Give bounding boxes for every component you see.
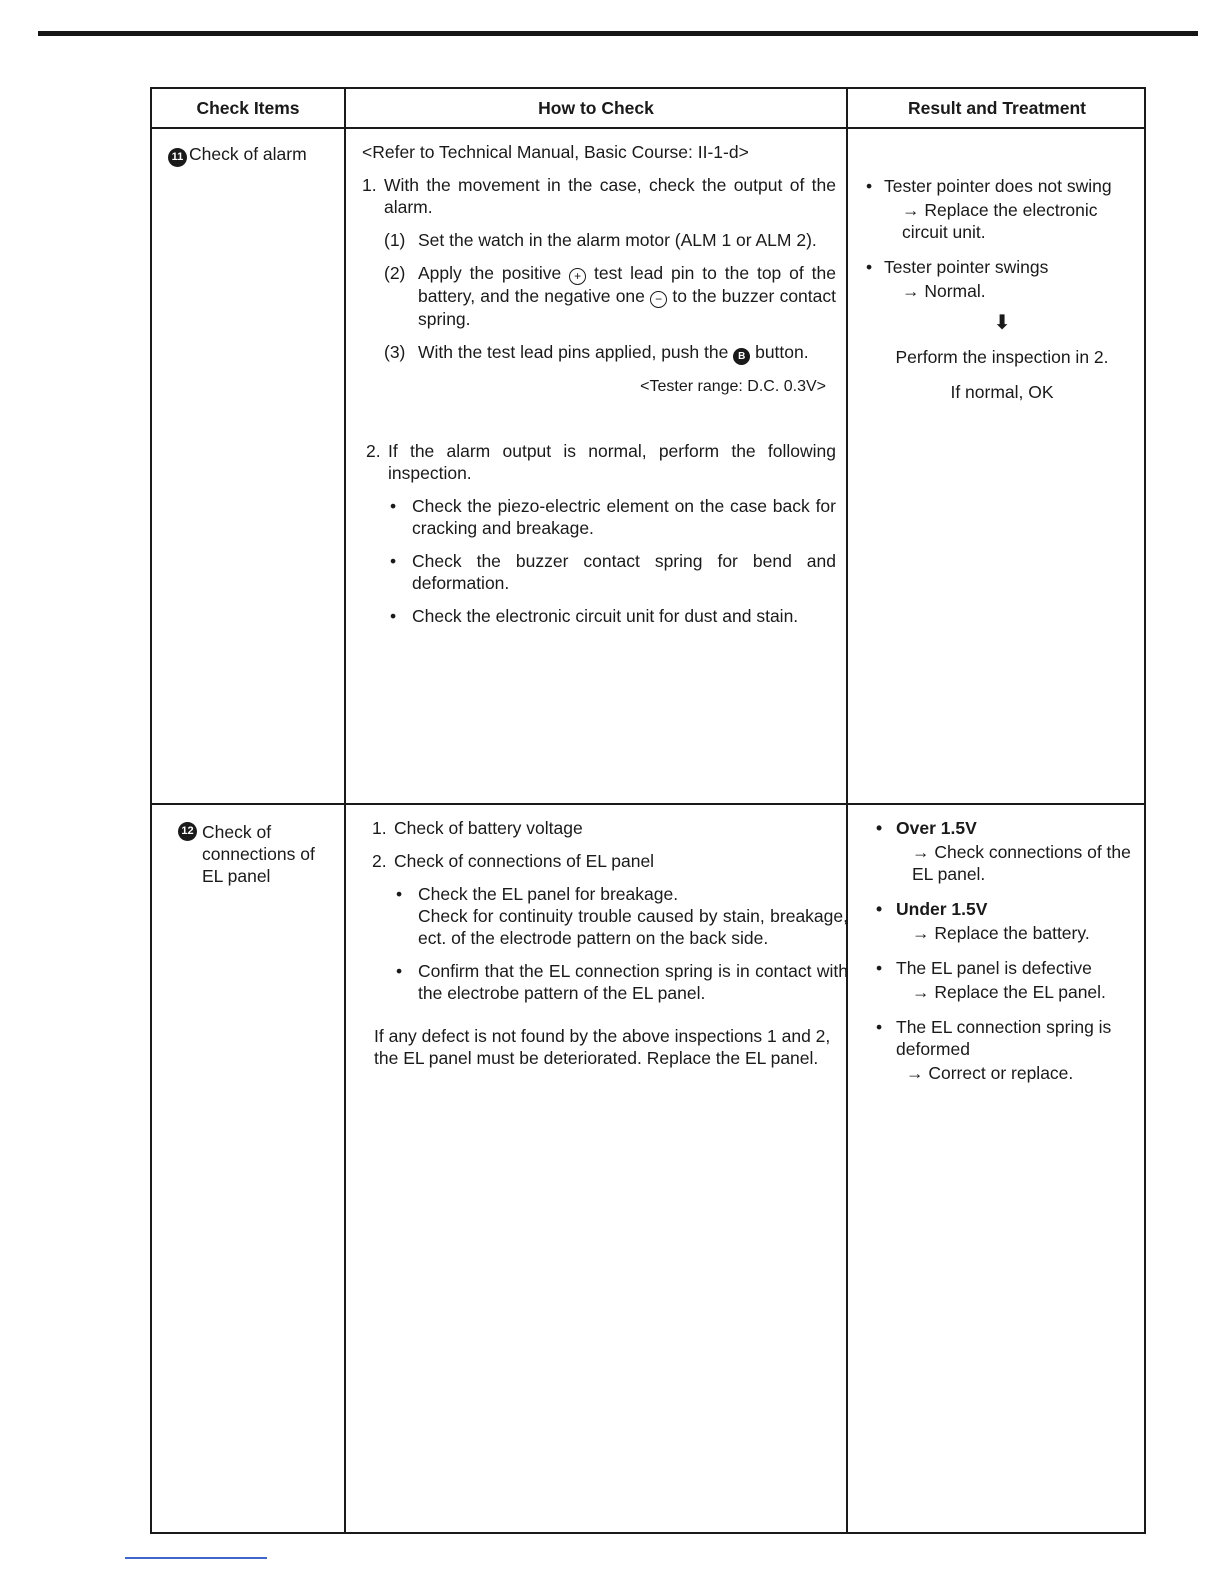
perform-note: Perform the inspection in 2. [895, 347, 1109, 367]
result-label: Over 1.5V [896, 818, 977, 838]
substep-2 [384, 262, 836, 330]
row11-check-item [168, 143, 338, 167]
result-label: The EL panel is defective [896, 958, 1092, 978]
row12-check-item [178, 821, 320, 887]
inspection-bullet [396, 883, 848, 949]
substep-3 [384, 341, 836, 365]
bullet-text: Check the buzzer contact spring for bend and deformation. [412, 551, 836, 593]
result-action: → Check connections of the EL panel. [912, 842, 1131, 884]
substep-number: (2) [384, 263, 406, 283]
substep-number: (1) [384, 230, 406, 250]
step-1 [372, 817, 848, 839]
result-item [866, 175, 1138, 197]
row12-result [876, 817, 1138, 1084]
row12-how-to-check [372, 817, 848, 1069]
result-label: Tester pointer does not swing [884, 176, 1112, 196]
result-action: → Replace the electronic circuit unit. [902, 200, 1098, 242]
bullet-icon: • [866, 176, 873, 196]
bullet-icon: • [876, 818, 883, 838]
row11-result [866, 175, 1138, 403]
column-divider [846, 89, 848, 1532]
down-arrow-icon: ⬇ [993, 312, 1011, 334]
step-number: 2. [372, 851, 387, 871]
substep-text: With the test lead pins applied, push the [418, 342, 729, 362]
step-number: 2. [366, 441, 381, 461]
b-button-icon: B [733, 348, 750, 365]
reference-note: <Refer to Technical Manual, Basic Course: II-1-d> [362, 142, 749, 162]
item-number-badge: 12 [178, 822, 197, 841]
substep-number: (3) [384, 342, 406, 362]
footer-rule [125, 1557, 267, 1559]
result-action: → Replace the EL panel. [912, 982, 1106, 1002]
substep-text: Apply the positive [418, 263, 562, 283]
result-action: → Replace the battery. [912, 923, 1090, 943]
result-action: → Correct or replace. [906, 1063, 1074, 1083]
bullet-text: Check for continuity trouble caused by stain, breakage, ect. of the electrode pattern on the back side. [418, 906, 848, 948]
result-item [876, 898, 1138, 920]
item-number-badge: 11 [168, 148, 187, 167]
inspection-table [150, 87, 1146, 1534]
item-label-wrap [178, 821, 320, 887]
bullet-icon: • [876, 899, 883, 919]
result-item [876, 957, 1138, 979]
ok-note: If normal, OK [950, 382, 1054, 402]
plus-circle-icon: + [569, 268, 586, 285]
header-result-treatment: Result and Treatment [908, 98, 1086, 118]
bullet-text: Check the piezo-electric element on the case back for cracking and breakage. [412, 496, 836, 538]
inspection-bullet [396, 960, 848, 1004]
header-check-items: Check Items [196, 98, 300, 118]
conclusion-note: If any defect is not found by the above inspections 1 and 2, the EL panel must be deteriorated. Replace the EL panel. [374, 1026, 831, 1068]
inspection-bullet [390, 605, 836, 627]
bullet-icon: • [866, 257, 873, 277]
result-label: Under 1.5V [896, 899, 988, 919]
step-2 [372, 850, 848, 872]
result-item [876, 817, 1138, 839]
bullet-text: Check the EL panel for breakage. [418, 884, 679, 904]
result-item [876, 1016, 1138, 1060]
bullet-icon: • [396, 961, 403, 981]
item-label: Check of connections of EL panel [202, 822, 315, 886]
result-label: The EL connection spring is deformed [896, 1017, 1112, 1059]
bullet-icon: • [876, 958, 883, 978]
result-action: → Normal. [902, 281, 986, 301]
minus-circle-icon: − [650, 291, 667, 308]
step-2 [366, 440, 836, 484]
inspection-bullet [390, 550, 836, 594]
substep-1 [384, 229, 836, 251]
bullet-icon: • [390, 496, 397, 516]
step-text: With the movement in the case, check the output of the alarm. [384, 175, 836, 217]
step-1 [362, 174, 836, 218]
result-label: Tester pointer swings [884, 257, 1049, 277]
result-item [866, 256, 1138, 278]
inspection-bullet [390, 495, 836, 539]
substep-text: button. [755, 342, 809, 362]
item-label: Check of alarm [189, 144, 307, 164]
header-divider [152, 127, 1144, 129]
step-number: 1. [362, 175, 377, 195]
bullet-icon: • [396, 884, 403, 904]
top-rule [38, 31, 1198, 36]
step-text: Check of battery voltage [394, 818, 583, 838]
row-divider [152, 803, 1144, 805]
bullet-icon: • [390, 606, 397, 626]
row11-how-to-check [362, 141, 836, 627]
substep-text: to the buzzer contact spring. [418, 286, 836, 329]
step-number: 1. [372, 818, 387, 838]
column-divider [344, 89, 346, 1532]
tester-range: <Tester range: D.C. 0.3V> [640, 378, 826, 395]
bullet-text: Confirm that the EL connection spring is in contact with the electrobe pattern of the EL panel. [418, 961, 848, 1003]
header-how-to-check: How to Check [538, 98, 654, 118]
substep-text: Set the watch in the alarm motor (ALM 1 or ALM 2). [418, 230, 817, 250]
step-text: Check of connections of EL panel [394, 851, 655, 871]
substep-text: test lead pin to the top of the battery, and the negative one [418, 263, 836, 306]
step-text: If the alarm output is normal, perform the following inspection. [388, 441, 836, 483]
bullet-text: Check the electronic circuit unit for dust and stain. [412, 606, 799, 626]
bullet-icon: • [876, 1017, 883, 1037]
bullet-icon: • [390, 551, 397, 571]
